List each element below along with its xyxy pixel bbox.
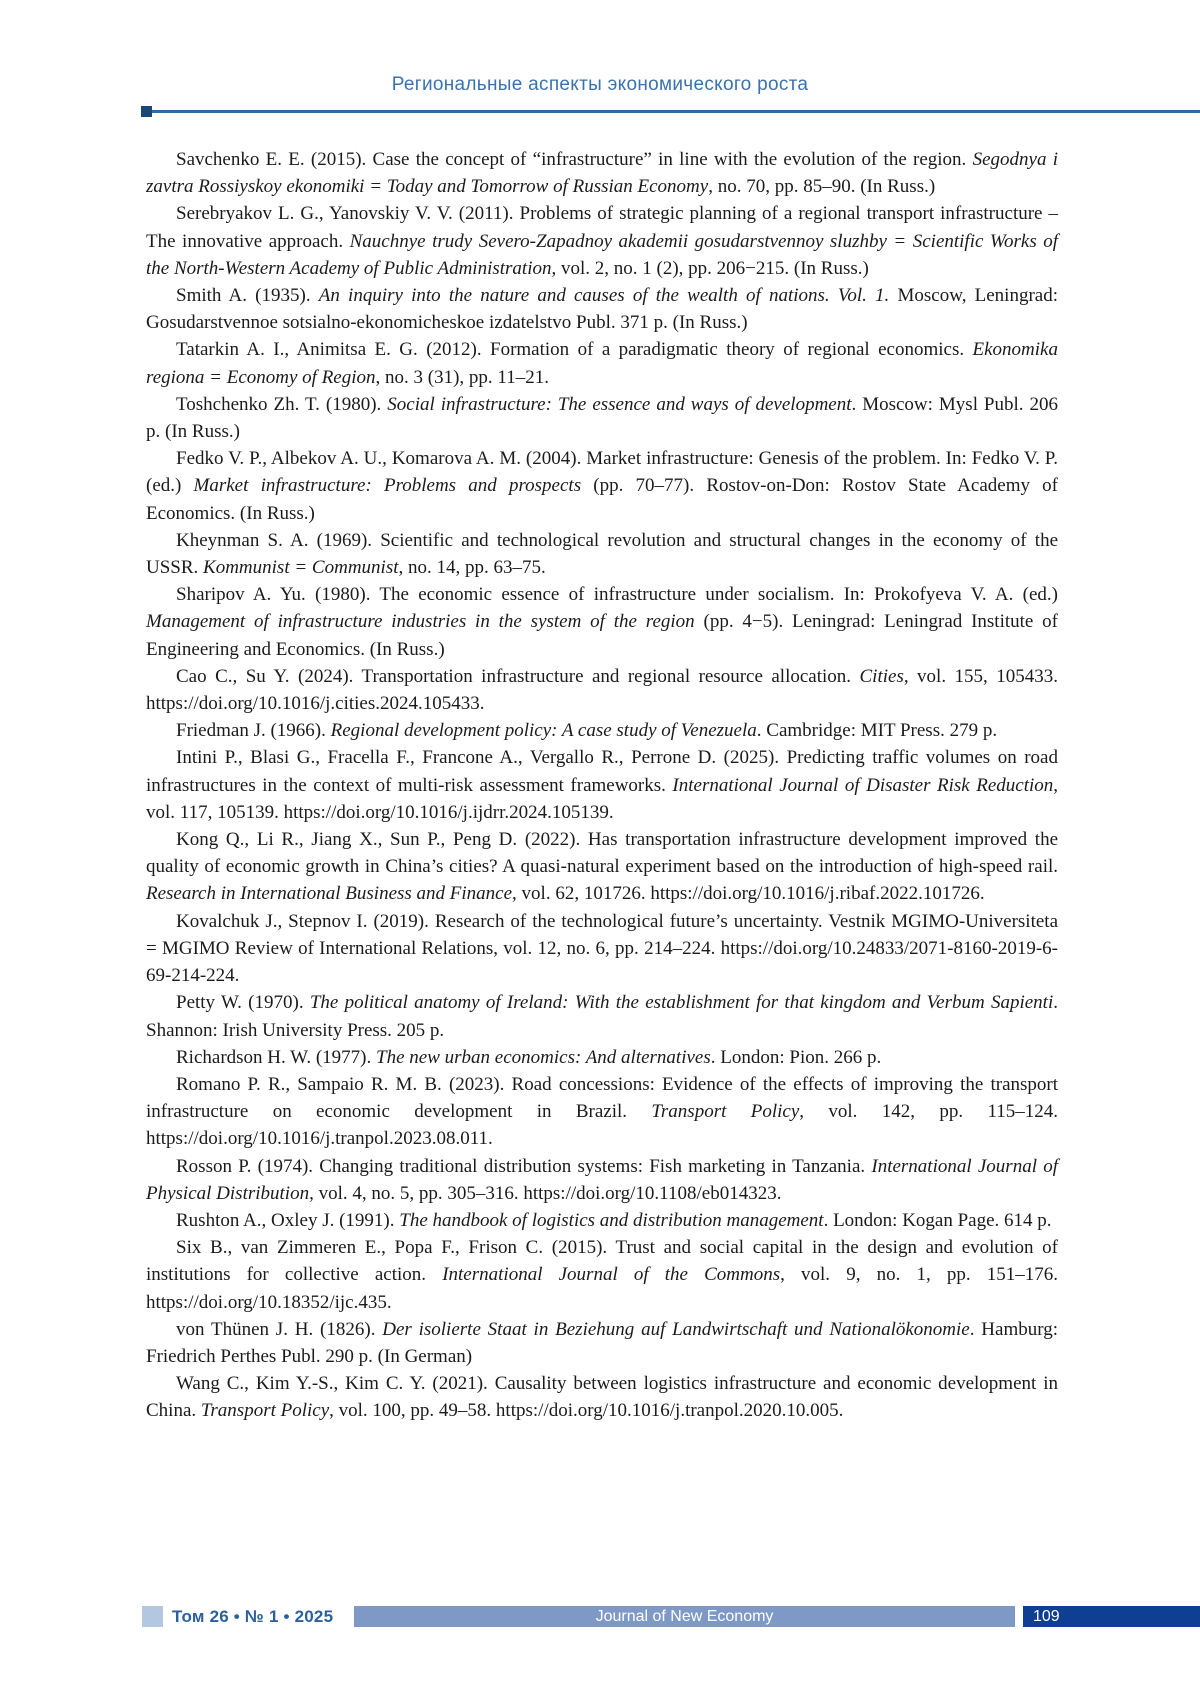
reference-text: Kong Q., Li R., Jiang X., Sun P., Peng D. (2022). Has transportation infrastructure development improved the quality of economic growth in China’s cities? A quasi-natural experiment based on the introduction of high-speed rail. bbox=[146, 829, 1058, 878]
page-number: 109 bbox=[1033, 1608, 1060, 1625]
reference-entry bbox=[146, 1370, 1058, 1424]
reference-source-italic: Social infrastructure: The essence and ways of development bbox=[387, 393, 852, 415]
reference-source-italic: Segodnya i zavtra Rossiyskoy ekonomiki = Today and Tomorrow of Russian Economy bbox=[146, 149, 1058, 198]
reference-source-italic: Transport Policy bbox=[200, 1400, 330, 1422]
reference-entry bbox=[146, 146, 1058, 200]
rule-square-decoration bbox=[141, 106, 152, 117]
reference-entry bbox=[146, 1316, 1058, 1370]
reference-text: Savchenko E. E. (2015). Case the concept of “infrastructure” in line with the evolution of the region. bbox=[176, 149, 973, 170]
reference-text: Fedko V. P., Albekov A. U., Komarova A. M. (2004). Market infrastructure: Genesis of the problem. In: Fedko V. P. (ed.) bbox=[146, 448, 1058, 497]
reference-text: Friedman J. (1966). bbox=[176, 720, 331, 742]
volume-info: Том 26 • № 1 • 2025 bbox=[172, 1607, 334, 1626]
reference-source-italic: International Journal of Disaster Risk Reduction bbox=[672, 774, 1054, 796]
footer-square-decoration bbox=[142, 1606, 163, 1627]
reference-source-italic: International Journal of Physical Distribution bbox=[146, 1155, 1058, 1204]
reference-text: . Hamburg: Friedrich Perthes Publ. 290 p. (In German) bbox=[146, 1318, 1059, 1367]
reference-text: . Cambridge: MIT Press. 279 p. bbox=[756, 720, 998, 742]
reference-text: von Thünen J. H. (1826). bbox=[176, 1318, 383, 1340]
reference-text: , vol. 62, 101726. https://doi.org/10.1016/j.ribaf.2022.101726. bbox=[512, 883, 985, 905]
reference-text: . Moscow: Mysl Publ. 206 p. (In Russ.) bbox=[146, 393, 1058, 443]
reference-text: Richardson H. W. (1977). bbox=[176, 1046, 377, 1068]
reference-entry bbox=[146, 1153, 1058, 1207]
reference-entry bbox=[146, 336, 1058, 390]
reference-entry bbox=[146, 717, 1058, 744]
reference-entry bbox=[146, 282, 1058, 336]
reference-text: Kovalchuk J., Stepnov I. (2019). Research of the technological future’s uncertainty. Vestnik MGIMO-Universiteta = MGIMO Review of International Relations, vol. 12, no. 6, pp. 214–224. https://doi.org/10.24833/2071-8160-2019-6-69-214-224. bbox=[146, 910, 1058, 987]
reference-text: Moscow, Leningrad: Gosudarstvennoe sotsialno-ekonomicheskoe izdatelstvo Publ. 371 p. (In Russ.) bbox=[146, 285, 1058, 334]
reference-entry bbox=[146, 581, 1058, 663]
reference-text: Romano P. R., Sampaio R. M. B. (2023). Road concessions: Evidence of the effects of improving the transport infrastructure on economic development in Brazil. bbox=[146, 1073, 1058, 1123]
reference-text: Tatarkin A. I., Animitsa E. G. (2012). Formation of a paradigmatic theory of regional economics. bbox=[176, 339, 973, 361]
reference-text: Kheynman S. A. (1969). Scientific and technological revolution and structural changes in the economy of the USSR. bbox=[146, 529, 1058, 579]
reference-text: (pp. 4−5). Leningrad: Leningrad Institute of Engineering and Economics. (In Russ.) bbox=[146, 611, 1058, 660]
references-list bbox=[146, 146, 1058, 1425]
journal-name: Journal of New Economy bbox=[595, 1608, 774, 1625]
reference-text: , vol. 100, pp. 49–58. https://doi.org/10.1016/j.tranpol.2020.10.005. bbox=[329, 1400, 844, 1422]
reference-text: , no. 3 (31), pp. 11–21. bbox=[375, 366, 549, 388]
reference-source-italic: Der isolierte Staat in Beziehung auf Landwirtschaft und Nationalökonomie bbox=[382, 1318, 970, 1340]
reference-source-italic: International Journal of the Commons bbox=[442, 1264, 781, 1286]
reference-text: Toshchenko Zh. T. (1980). bbox=[176, 393, 388, 415]
reference-text: , vol. 2, no. 1 (2), pp. 206−215. (In Russ.) bbox=[551, 257, 869, 279]
reference-text: , no. 14, pp. 63–75. bbox=[398, 557, 546, 579]
reference-source-italic: Nauchnye trudy Severo-Zapadnoy akademii gosudarstvennoy sluzhby = Scientific Works of the North-Western Academy of Public Administration bbox=[146, 230, 1058, 279]
reference-text: (pp. 70–77). Rostov-on-Don: Rostov State Academy of Economics. (In Russ.) bbox=[146, 475, 1058, 524]
reference-entry bbox=[146, 826, 1058, 908]
reference-text: , vol. 142, pp. 115–124. https://doi.org/10.1016/j.tranpol.2023.08.011. bbox=[146, 1101, 1058, 1150]
reference-entry bbox=[146, 989, 1058, 1043]
reference-text: , vol. 155, 105433. https://doi.org/10.1016/j.cities.2024.105433. bbox=[146, 665, 1058, 715]
reference-entry bbox=[146, 1071, 1058, 1153]
page-footer bbox=[0, 1606, 1200, 1628]
reference-entry bbox=[146, 445, 1058, 527]
reference-source-italic: An inquiry into the nature and causes of the wealth of nations. Vol. 1. bbox=[318, 285, 890, 307]
reference-entry bbox=[146, 663, 1058, 717]
reference-text: Wang C., Kim Y.-S., Kim C. Y. (2021). Causality between logistics infrastructure and economic development in China. bbox=[146, 1373, 1058, 1422]
reference-text: Serebryakov L. G., Yanovskiy V. V. (2011). Problems of strategic planning of a regional transport infrastructure – The innovative approach. bbox=[146, 203, 1058, 252]
reference-text: . London: Pion. 266 p. bbox=[710, 1046, 882, 1068]
reference-entry bbox=[146, 200, 1058, 282]
reference-source-italic: The handbook of logistics and distribution management bbox=[399, 1209, 824, 1231]
reference-text: Petty W. (1970). bbox=[176, 992, 310, 1014]
reference-source-italic: Kommunist = Communist bbox=[203, 557, 399, 579]
reference-entry bbox=[146, 744, 1058, 826]
reference-source-italic: Ekonomika regiona = Economy of Region bbox=[146, 339, 1058, 388]
reference-entry bbox=[146, 908, 1058, 990]
reference-text: Cao C., Su Y. (2024). Transportation infrastructure and regional resource allocation. bbox=[176, 665, 860, 687]
page-number-box bbox=[1023, 1606, 1200, 1627]
header-rule bbox=[143, 110, 1200, 113]
reference-source-italic: Research in International Business and Finance bbox=[146, 883, 513, 905]
reference-text: Six B., van Zimmeren E., Popa F., Frison C. (2015). Trust and social capital in the design and evolution of institutions for collective action. bbox=[146, 1237, 1058, 1286]
reference-source-italic: Management of infrastructure industries in the system of the region bbox=[146, 611, 695, 633]
reference-text: Intini P., Blasi G., Fracella F., Francone A., Vergallo R., Perrone D. (2025). Predicting traffic volumes on road infrastructures in the context of multi-risk assessment frameworks. bbox=[146, 747, 1058, 796]
reference-source-italic: Market infrastructure: Problems and prospects bbox=[193, 475, 582, 497]
reference-source-italic: The political anatomy of Ireland: With the establishment for that kingdom and Verbum Sapienti bbox=[309, 992, 1054, 1014]
reference-text: . Shannon: Irish University Press. 205 p. bbox=[146, 992, 1058, 1041]
reference-text: , no. 70, pp. 85–90. (In Russ.) bbox=[708, 176, 936, 198]
reference-text: , vol. 117, 105139. https://doi.org/10.1016/j.ijdrr.2024.105139. bbox=[146, 774, 1059, 823]
reference-text: Rosson P. (1974). Changing traditional distribution systems: Fish marketing in Tanzania. bbox=[176, 1155, 872, 1177]
reference-entry bbox=[146, 527, 1058, 581]
reference-text: , vol. 4, no. 5, pp. 305–316. https://doi.org/10.1108/eb014323. bbox=[309, 1182, 782, 1204]
reference-source-italic: Cities bbox=[859, 665, 904, 687]
reference-entry bbox=[146, 391, 1058, 445]
reference-source-italic: Regional development policy: A case study of Venezuela bbox=[330, 720, 757, 742]
reference-text: Sharipov A. Yu. (1980). The economic essence of infrastructure under socialism. In: Prokofyeva V. A. (ed.) bbox=[176, 584, 1058, 606]
reference-text: . London: Kogan Page. 614 p. bbox=[823, 1209, 1052, 1231]
journal-name-bar bbox=[354, 1606, 1015, 1627]
running-title: Региональные аспекты экономического роста bbox=[391, 74, 809, 95]
reference-entry bbox=[146, 1234, 1058, 1316]
reference-source-italic: Transport Policy bbox=[651, 1101, 800, 1123]
reference-text: Smith A. (1935). bbox=[176, 285, 319, 307]
reference-entry bbox=[146, 1044, 1058, 1071]
reference-text: Rushton A., Oxley J. (1991). bbox=[176, 1209, 400, 1231]
reference-source-italic: The new urban economics: And alternatives bbox=[376, 1046, 711, 1068]
reference-text: , vol. 9, no. 1, pp. 151–176. https://doi.org/10.18352/ijc.435. bbox=[146, 1264, 1058, 1313]
reference-entry bbox=[146, 1207, 1058, 1234]
